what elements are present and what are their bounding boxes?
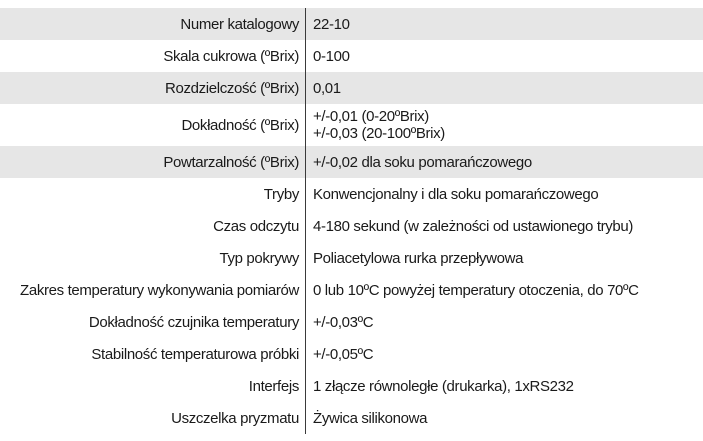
spec-label: Typ pokrywy — [219, 249, 299, 267]
spec-value-line: Żywica silikonowa — [313, 409, 428, 427]
spec-value — [306, 306, 703, 338]
spec-table — [0, 8, 703, 434]
spec-value — [306, 104, 703, 146]
spec-value-line: +/-0,05ºC — [313, 345, 374, 363]
spec-row — [0, 40, 703, 72]
spec-value — [306, 210, 703, 242]
spec-value-line: +/-0,02 dla soku pomarańczowego — [313, 153, 532, 171]
spec-value-line: 0 lub 10ºC powyżej temperatury otoczenia, do 70ºC — [313, 281, 639, 299]
spec-value — [306, 8, 703, 40]
spec-row — [0, 146, 703, 178]
spec-label: Tryby — [263, 185, 299, 203]
spec-label: Dokładność (ºBrix) — [181, 116, 299, 134]
spec-label: Skala cukrowa (ºBrix) — [163, 47, 299, 65]
spec-value-line: 0,01 — [313, 79, 341, 97]
spec-value — [306, 242, 703, 274]
spec-row — [0, 210, 703, 242]
spec-value-line: Poliacetylowa rurka przepływowa — [313, 249, 524, 267]
spec-row — [0, 8, 703, 40]
spec-value-line: 22-10 — [313, 15, 350, 33]
spec-value — [306, 338, 703, 370]
spec-row — [0, 338, 703, 370]
spec-value — [306, 402, 703, 434]
spec-row — [0, 306, 703, 338]
spec-label: Powtarzalność (ºBrix) — [163, 153, 299, 171]
spec-row — [0, 104, 703, 146]
spec-value — [306, 72, 703, 104]
spec-value-line: 1 złącze równoległe (drukarka), 1xRS232 — [313, 377, 574, 395]
spec-value — [306, 370, 703, 402]
spec-label: Numer katalogowy — [180, 15, 299, 33]
spec-value-line: Konwencjonalny i dla soku pomarańczowego — [313, 185, 599, 203]
spec-row — [0, 274, 703, 306]
spec-label: Rozdzielczość (ºBrix) — [165, 79, 299, 97]
spec-row — [0, 178, 703, 210]
spec-label: Interfejs — [248, 377, 299, 395]
spec-label: Dokładność czujnika temperatury — [88, 313, 299, 331]
spec-value — [306, 40, 703, 72]
spec-row — [0, 72, 703, 104]
spec-value-line: 4-180 sekund (w zależności od ustawionego trybu) — [313, 217, 634, 235]
spec-value — [306, 178, 703, 210]
spec-value-line: +/-0,03ºC — [313, 313, 374, 331]
spec-value-line: 0-100 — [313, 47, 350, 65]
spec-label: Zakres temperatury wykonywania pomiarów — [20, 281, 299, 299]
spec-value-line: +/-0,03 (20-100ºBrix) — [313, 125, 445, 142]
spec-row — [0, 370, 703, 402]
spec-label: Stabilność temperaturowa próbki — [91, 345, 299, 363]
spec-label: Uszczelka pryzmatu — [171, 409, 299, 427]
spec-row — [0, 402, 703, 434]
spec-value — [306, 146, 703, 178]
spec-value — [306, 274, 703, 306]
spec-label: Czas odczytu — [213, 217, 299, 235]
spec-row — [0, 242, 703, 274]
spec-value-line: +/-0,01 (0-20ºBrix) — [313, 108, 429, 125]
